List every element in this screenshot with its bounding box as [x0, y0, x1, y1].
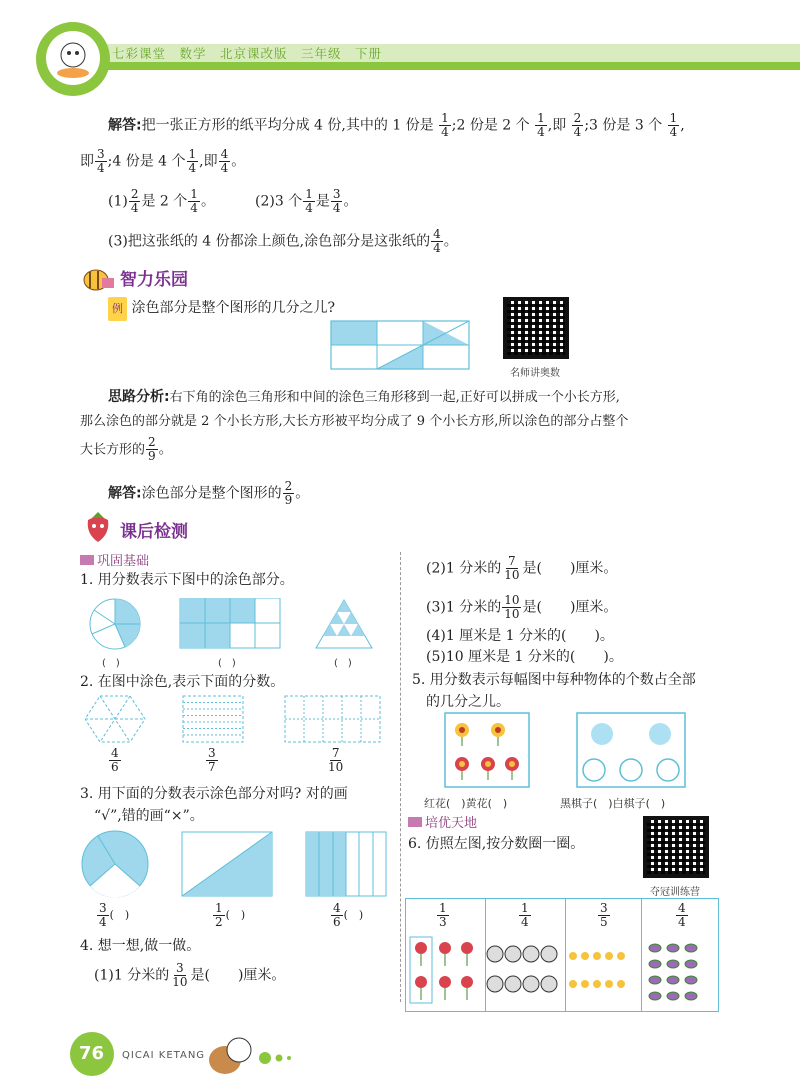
answer-paren: ( ) [109, 908, 130, 922]
numerator: 1 [669, 111, 678, 125]
text: 涂色部分是整个图形的 [141, 485, 282, 502]
q3-rect-figure [182, 832, 272, 896]
q5-caption-pieces[interactable]: 黑棋子( )白棋子( ) [560, 797, 666, 810]
denominator: 4 [97, 161, 105, 175]
text: (2)3 个 [255, 193, 303, 210]
text: (1) [108, 193, 128, 210]
denominator: 4 [332, 201, 341, 215]
denominator: 10 [328, 760, 344, 774]
q2-hexagon-figure [85, 696, 145, 742]
fraction [502, 555, 521, 582]
question-1: 1. 用分数表示下图中的涂色部分。 [80, 572, 294, 588]
fraction [668, 112, 680, 139]
flowers-box [444, 712, 530, 788]
solution-part-2 [255, 188, 357, 215]
fraction [431, 228, 443, 255]
denominator: 4 [130, 201, 139, 215]
numerator: 7 [331, 746, 340, 760]
denominator: 10 [504, 568, 520, 582]
fraction [331, 188, 343, 215]
text: 。 [200, 193, 215, 210]
numerator: 4 [111, 746, 119, 760]
text: ,即 [547, 117, 567, 134]
black-piece-icon [591, 723, 613, 745]
numerator: 4 [433, 227, 441, 241]
analysis-line-2: 那么涂色的部分就是 2 个小长方形,大长方形被平均分成了 9 个小长方形,所以涂色的部分占整个 [80, 414, 629, 429]
denominator: 4 [669, 125, 678, 139]
example-answer [108, 480, 309, 507]
text: 是 2 个 [141, 193, 188, 210]
denominator: 4 [537, 125, 545, 139]
example-figure [330, 320, 470, 370]
fraction [502, 594, 521, 621]
red-flower-icon [455, 757, 469, 780]
numerator: 1 [305, 187, 313, 201]
white-piece-icon [657, 759, 679, 781]
fraction [146, 436, 158, 463]
q1-figures [88, 598, 378, 650]
red-flower-icon [505, 757, 519, 780]
denominator: 10 [172, 975, 188, 989]
q4-item-1 [94, 962, 285, 989]
numerator: 1 [439, 901, 447, 915]
answer-label: 解答: [108, 485, 142, 502]
fraction [170, 962, 189, 989]
denominator: 7 [208, 760, 216, 774]
numerator: 7 [508, 554, 516, 568]
answer-paren: ( ) [225, 908, 246, 922]
numerator: 3 [332, 187, 341, 201]
text: ,即 [199, 153, 218, 170]
text: 即 [80, 153, 94, 170]
q2-stripes-figure [183, 696, 243, 742]
text: 把一张正方形的纸平均分成 4 份,其中的 1 份是 [141, 117, 434, 134]
q6-items [407, 934, 717, 1008]
text: ;4 份是 4 个 [107, 153, 186, 170]
text: 涂色部分是整个图形的几分之儿? [131, 300, 335, 316]
text: ;3 份是 3 个 [584, 117, 663, 134]
text: 是( )厘米。 [522, 560, 618, 577]
solution-line-2 [80, 148, 245, 175]
denominator: 4 [220, 161, 229, 175]
red-flower-icon [481, 757, 495, 780]
q6-fraction-2 [518, 902, 532, 929]
numerator: 2 [130, 187, 139, 201]
q1-answer-3[interactable]: ( ) [334, 658, 352, 669]
q3-answer-3[interactable] [330, 902, 363, 929]
subsection-label: 巩固基础 [97, 554, 150, 569]
numerator: 4 [678, 901, 686, 915]
example-tag: 例 [108, 297, 127, 321]
q4-item-3 [426, 594, 617, 621]
numerator: 1 [441, 111, 449, 125]
analysis-line-1 [108, 385, 620, 410]
text: 右下角的涂色三角形和中间的涂色三角形移到一起,正好可以拼成一个小长方形, [169, 390, 620, 405]
fraction [187, 148, 199, 175]
numerator: 2 [284, 479, 293, 493]
text: ;2 份是 2 个 [451, 117, 530, 134]
fraction [572, 112, 584, 139]
q3-figures [80, 830, 390, 900]
chick-icon-group [569, 952, 625, 988]
q3-answer-1[interactable] [96, 902, 129, 929]
section-title-houke: 课后检测 [120, 522, 188, 542]
q6-fraction-1 [436, 902, 450, 929]
question-2: 2. 在图中涂色,表示下面的分数。 [80, 674, 285, 690]
numerator: 3 [176, 961, 184, 975]
q1-answer-2[interactable]: ( ) [218, 658, 236, 669]
text: 是 [315, 193, 330, 210]
yellow-flower-icon [455, 723, 469, 746]
black-piece-icon [649, 723, 671, 745]
q3-circle-figure [82, 831, 148, 897]
question-5-line-2: 的几分之儿。 [426, 694, 510, 710]
question-4: 4. 想一想,做一做。 [80, 938, 201, 954]
q1-triangle-figure [316, 600, 372, 648]
numerator: 3 [600, 901, 608, 915]
q4-item-5: (5)10 厘米是 1 分米的( )。 [426, 649, 623, 665]
section-title-zhili: 智力乐园 [120, 270, 188, 290]
denominator: 4 [99, 915, 107, 929]
mascot-icon [46, 31, 100, 85]
denominator: 5 [600, 915, 608, 929]
q5-caption-flowers[interactable]: 红花( )黄花( ) [424, 797, 508, 810]
qr-caption: 夺冠训练营 [650, 887, 700, 898]
text: 。 [295, 485, 310, 502]
denominator: 4 [441, 125, 449, 139]
text: , [680, 117, 685, 134]
answer-paren: ( ) [343, 908, 364, 922]
question-3-line-2: “√”,错的画“×”。 [94, 808, 204, 824]
numerator: 3 [99, 901, 107, 915]
q4-item-2 [426, 555, 617, 582]
white-piece-icon [583, 759, 605, 781]
footer-brand: QICAI KETANG [122, 1050, 206, 1061]
numerator: 1 [521, 901, 529, 915]
denominator: 4 [305, 201, 313, 215]
denominator: 6 [333, 915, 341, 929]
numerator: 2 [573, 111, 582, 125]
candy-icon-group [649, 944, 697, 1000]
qr-code-icon[interactable] [643, 816, 709, 878]
page-number: 76 [79, 1043, 105, 1064]
fraction [535, 112, 547, 139]
q2-fraction-1 [108, 747, 122, 774]
denominator: 4 [573, 125, 582, 139]
q2-fraction-2 [205, 747, 219, 774]
solution-line-1 [108, 112, 685, 139]
answer-label: 解答: [108, 117, 142, 134]
q4-item-4: (4)1 厘米是 1 分米的( )。 [426, 628, 614, 644]
numerator: 4 [220, 147, 229, 161]
text: (2)1 分米的 [426, 560, 502, 577]
book-icon [80, 555, 94, 565]
qr-caption: 名师讲奥数 [510, 368, 560, 379]
text: (1)1 分米的 [94, 967, 170, 984]
denominator: 4 [521, 915, 529, 929]
denominator: 4 [433, 241, 441, 255]
numerator: 10 [504, 593, 520, 607]
strawberry-icon [80, 512, 116, 544]
footer-mascot-icon [205, 1030, 305, 1078]
qr-code-icon[interactable] [503, 297, 569, 359]
denominator: 4 [190, 201, 198, 215]
denominator: 10 [504, 607, 520, 621]
q2-figures [85, 694, 385, 744]
numerator: 1 [190, 187, 198, 201]
fraction [129, 188, 141, 215]
text: 大长方形的 [80, 442, 146, 458]
book-icon [408, 817, 422, 827]
fraction [303, 188, 315, 215]
text: (3)1 分米的 [426, 599, 502, 616]
numerator: 1 [537, 111, 545, 125]
denominator: 4 [188, 161, 197, 175]
white-piece-icon [620, 759, 642, 781]
subsection-label: 培优天地 [425, 816, 478, 831]
q6-fraction-3 [597, 902, 611, 929]
solution-part-1 [108, 188, 215, 215]
text: 是( )厘米。 [522, 599, 618, 616]
numerator: 1 [215, 901, 223, 915]
subsection-gonggu [80, 550, 149, 569]
q1-circle-figure [90, 599, 140, 649]
denominator: 9 [148, 449, 156, 463]
q2-fraction-3 [325, 747, 346, 774]
fraction [439, 112, 451, 139]
q2-grid-figure [285, 696, 380, 742]
question-6: 6. 仿照左图,按分数圈一圈。 [408, 836, 585, 852]
fraction [283, 480, 295, 507]
soccer-ball-icon-group [487, 946, 557, 992]
go-pieces-box [576, 712, 686, 788]
fraction [188, 188, 200, 215]
numerator: 1 [188, 147, 197, 161]
question-5-line-1: 5. 用分数表示每幅图中每种物体的个数占全部 [412, 672, 696, 688]
q3-bars-figure [306, 832, 386, 896]
analysis-line-3 [80, 436, 173, 463]
denominator: 2 [215, 915, 223, 929]
question-3-line-1: 3. 用下面的分数表示涂色部分对吗? 对的画 [80, 786, 348, 802]
q3-answer-2[interactable] [212, 902, 245, 929]
header-title: 七彩课堂 数学 北京课改版 三年级 下册 [112, 46, 383, 61]
solution-part-3 [108, 228, 458, 255]
denominator: 6 [111, 760, 119, 774]
denominator: 9 [284, 493, 293, 507]
column-divider [400, 552, 401, 1002]
numerator: 3 [208, 746, 216, 760]
numerator: 2 [148, 435, 156, 449]
numerator: 3 [97, 147, 105, 161]
text: 。 [343, 193, 358, 210]
text: 是( )厘米。 [190, 967, 286, 984]
denominator: 4 [678, 915, 686, 929]
bee-icon [80, 262, 116, 294]
subsection-peiyou [408, 812, 477, 831]
fraction [219, 148, 231, 175]
analysis-label: 思路分析: [108, 389, 170, 405]
q1-rect-figure [180, 598, 280, 648]
q6-fraction-4 [675, 902, 689, 929]
rose-icon-group [410, 937, 473, 1003]
denominator: 3 [439, 915, 447, 929]
text: 。 [443, 233, 458, 250]
example-question [108, 296, 335, 321]
yellow-flower-icon [491, 723, 505, 746]
text: 。 [231, 153, 246, 170]
numerator: 4 [333, 901, 341, 915]
text: (3)把这张纸的 4 份都涂上颜色,涂色部分是这张纸的 [108, 233, 431, 250]
fraction [95, 148, 107, 175]
text: 。 [158, 441, 173, 458]
q1-answer-1[interactable]: ( ) [102, 658, 120, 669]
